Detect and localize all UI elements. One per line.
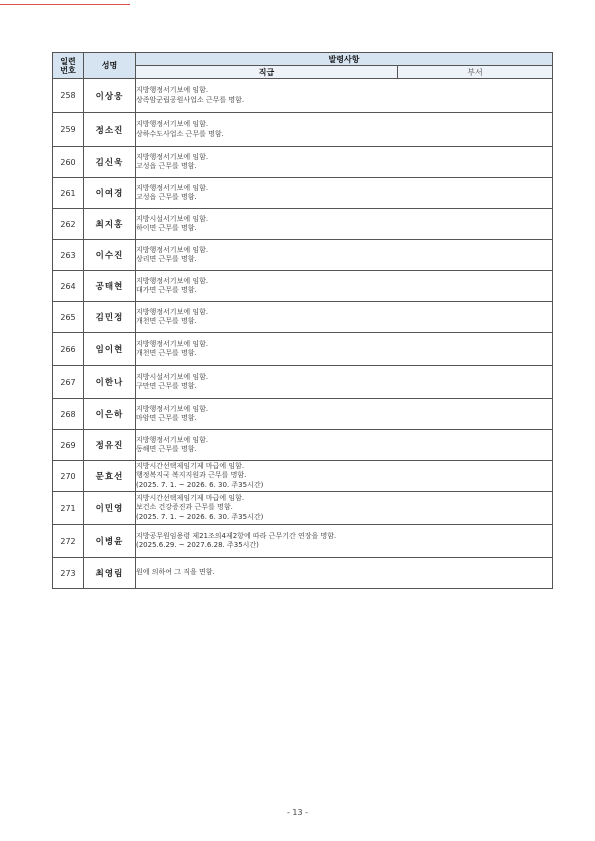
detail-line: 지방행정서기보에 임함. [136, 183, 209, 192]
row-seq-number: 270 [53, 461, 84, 492]
row-appointment-detail [136, 178, 553, 209]
row-seq-number: 258 [53, 79, 84, 113]
row-appointment-detail [136, 461, 553, 492]
detail-line: 지방행정서기보에 임함. [136, 245, 209, 254]
table-row [53, 178, 553, 209]
table-row [53, 240, 553, 271]
row-seq-number: 268 [53, 399, 84, 430]
table-row [53, 461, 553, 492]
row-person-name: 이한나 [84, 366, 136, 399]
detail-line: (2025.6.29. ~ 2027.6.28. 주35시간) [136, 541, 259, 549]
row-person-name: 정유진 [84, 430, 136, 461]
table-row [53, 271, 553, 302]
detail-line: 지방시간선택제임기제 마급에 임함. [136, 461, 245, 470]
row-seq-number: 262 [53, 209, 84, 240]
detail-line: 지방공무원임용령 제21조의4제2항에 따라 근무기간 연장을 명함. [136, 531, 337, 540]
header-name: 성명 [84, 53, 136, 79]
table-row [53, 113, 553, 147]
row-seq-number: 271 [53, 492, 84, 525]
table-row [53, 79, 553, 113]
row-person-name: 공태현 [84, 271, 136, 302]
detail-line: 상하수도사업소 근무를 명함. [136, 129, 224, 138]
table-row [53, 147, 553, 178]
detail-line: 구만면 근무를 명함. [136, 382, 197, 390]
row-person-name: 이수진 [84, 240, 136, 271]
row-appointment-detail [136, 366, 553, 399]
detail-line: 대가면 근무를 명함. [136, 286, 197, 294]
table-row [53, 302, 553, 333]
table-row [53, 399, 553, 430]
row-seq-number: 259 [53, 113, 84, 147]
detail-line: 상족암군립공원사업소 근무를 명함. [136, 95, 245, 104]
appointment-rows [53, 79, 553, 589]
row-appointment-detail [136, 113, 553, 147]
row-person-name: 최지홍 [84, 209, 136, 240]
table-row [53, 525, 553, 558]
detail-line: 개천면 근무를 명함. [136, 317, 197, 325]
page-number: - 13 - [286, 808, 309, 817]
row-seq-number: 265 [53, 302, 84, 333]
row-appointment-detail [136, 271, 553, 302]
detail-line: 지방행정서기보에 임함. [136, 404, 209, 413]
row-person-name: 이여경 [84, 178, 136, 209]
detail-line: 지방행정서기보에 임함. [136, 435, 209, 444]
detail-line: 지방행정서기보에 임함. [136, 276, 209, 285]
detail-line: 지방행정서기보에 임함. [136, 339, 209, 348]
row-person-name: 이상웅 [84, 79, 136, 113]
row-seq-number: 273 [53, 558, 84, 589]
row-seq-number: 261 [53, 178, 84, 209]
detail-line: 지방시설서기보에 임함. [136, 372, 209, 381]
detail-line: 동해면 근무를 명함. [136, 445, 197, 453]
table-row [53, 430, 553, 461]
table-row [53, 492, 553, 525]
table-row [53, 558, 553, 589]
row-appointment-detail [136, 492, 553, 525]
row-person-name: 정소진 [84, 113, 136, 147]
detail-line: 지방행정서기보에 임함. [136, 152, 209, 161]
detail-line: 원에 의하여 그 직을 면함. [136, 568, 215, 577]
detail-line: 지방시간선택제임기제 마급에 임함. [136, 493, 245, 502]
row-person-name: 이병윤 [84, 525, 136, 558]
row-seq-number: 260 [53, 147, 84, 178]
row-appointment-detail [136, 240, 553, 271]
detail-line: (2025. 7. 1. ~ 2026. 6. 30. 주35시간) [136, 512, 264, 521]
row-seq-number: 267 [53, 366, 84, 399]
header-seq-number: 일련 번호 [53, 53, 84, 79]
row-appointment-detail [136, 399, 553, 430]
detail-line: 마암면 근무를 명함. [136, 414, 197, 422]
table-row [53, 333, 553, 366]
row-seq-number: 266 [53, 333, 84, 366]
detail-line: 보건소 건강증진과 근무를 명함. [136, 503, 233, 512]
detail-line: 고성읍 근무를 명함. [136, 162, 197, 170]
row-seq-number: 264 [53, 271, 84, 302]
row-seq-number: 263 [53, 240, 84, 271]
detail-line: 고성읍 근무를 명함. [136, 193, 197, 201]
detail-line: 지방행정서기보에 임함. [136, 307, 209, 316]
row-appointment-detail [136, 333, 553, 366]
detail-line: 지방행정서기보에 임함. [136, 86, 209, 94]
row-person-name: 최영림 [84, 558, 136, 589]
detail-line: 지방시설서기보에 임함. [136, 214, 209, 223]
detail-line: 행정복지국 복지지원과 근무를 명함. [136, 471, 247, 480]
row-person-name: 문효선 [84, 461, 136, 492]
row-person-name: 이은하 [84, 399, 136, 430]
row-appointment-detail [136, 147, 553, 178]
detail-line: 지방행정서기보에 임함. [136, 120, 209, 128]
header-action: 발령사항 [136, 53, 553, 66]
row-appointment-detail [136, 302, 553, 333]
detail-line: 개천면 근무를 명함. [136, 349, 197, 357]
row-person-name: 임이현 [84, 333, 136, 366]
row-seq-number: 269 [53, 430, 84, 461]
detail-line: (2025. 7. 1. ~ 2026. 6. 30. 주35시간) [136, 480, 264, 489]
row-appointment-detail [136, 79, 553, 113]
detail-line: 상리면 근무를 명함. [136, 255, 197, 263]
top-rule-line [0, 4, 130, 5]
row-person-name: 김신욱 [84, 147, 136, 178]
table-row [53, 366, 553, 399]
row-appointment-detail [136, 430, 553, 461]
detail-line: 하이면 근무를 명함. [136, 224, 197, 232]
table-row [53, 209, 553, 240]
header-department: 부서 [398, 66, 553, 79]
row-person-name: 이민영 [84, 492, 136, 525]
header-position: 직급 [136, 66, 398, 79]
row-person-name: 김민정 [84, 302, 136, 333]
row-seq-number: 272 [53, 525, 84, 558]
row-appointment-detail [136, 558, 553, 589]
row-appointment-detail [136, 525, 553, 558]
row-appointment-detail [136, 209, 553, 240]
appointment-table [52, 52, 553, 589]
